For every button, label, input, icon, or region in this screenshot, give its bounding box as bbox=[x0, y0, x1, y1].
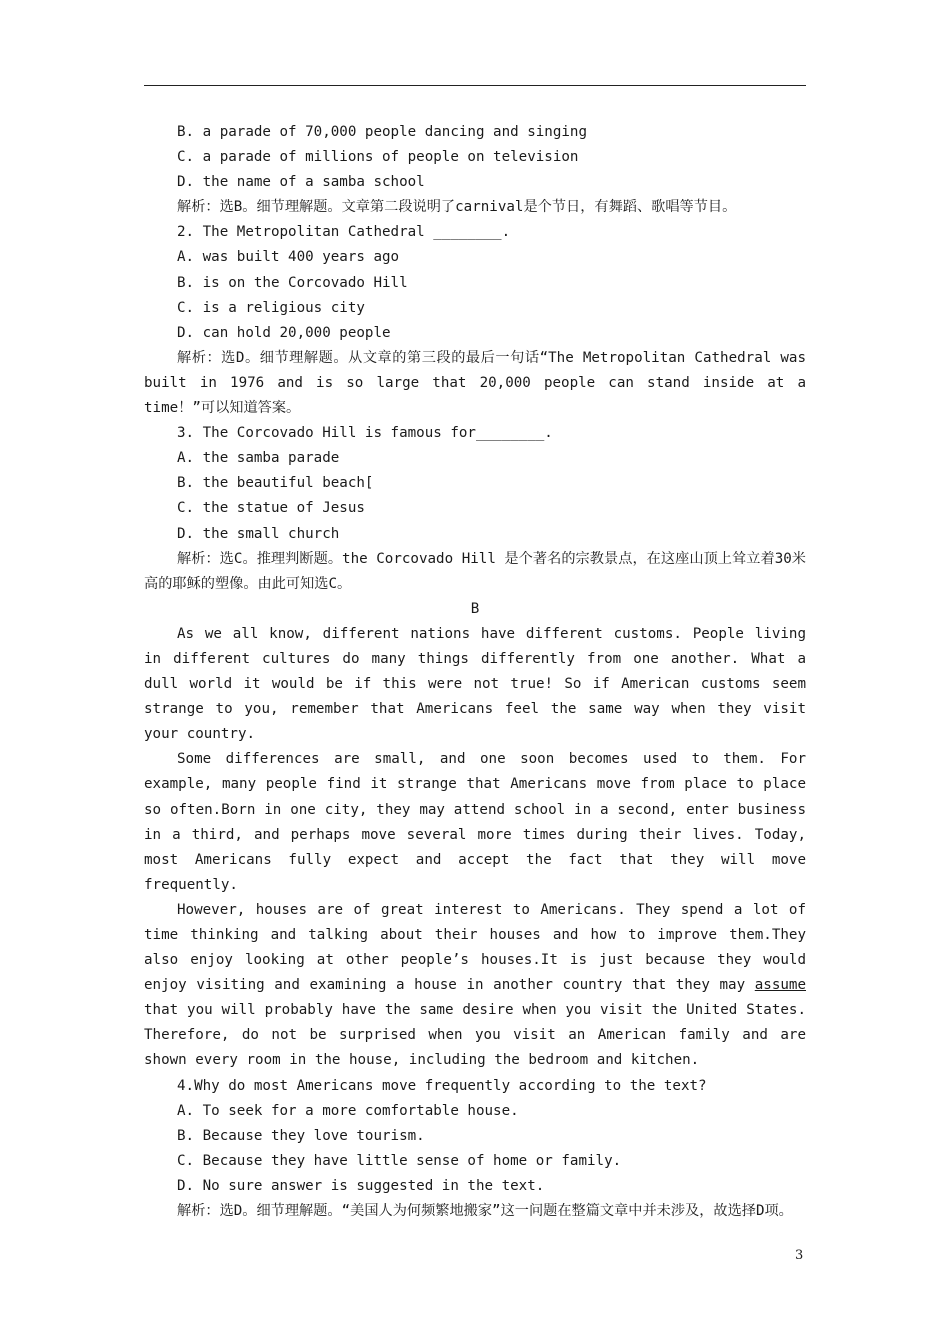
q4-option-b: B. Because they love tourism. bbox=[177, 1127, 425, 1144]
q4-option-a: A. To seek for a more comfortable house. bbox=[177, 1102, 519, 1119]
q4-analysis: 解析：选D。细节理解题。“美国人为何频繁地搬家”这一问题在整篇文章中并未涉及，故选择D项。 bbox=[177, 1203, 793, 1220]
q1-option-c: C. a parade of millions of people on television bbox=[177, 149, 579, 166]
q1-option-d: D. the name of a samba school bbox=[177, 174, 425, 191]
q2-option-a: A. was built 400 years ago bbox=[177, 249, 400, 266]
q3-option-a: A. the samba parade bbox=[177, 450, 340, 467]
q3-option-d: D. the small church bbox=[177, 525, 340, 542]
page-body bbox=[144, 120, 806, 1224]
passage-paragraph-1: As we all know, different nations have different customs. People living in different cultures do many things differently from one another. What a dull world it would be if this were not true! So if American customs seem strange to you, remember that Americans feel the same way when they visit your country. bbox=[144, 625, 806, 743]
q3-question: 3. The Corcovado Hill is famous for________. bbox=[177, 425, 553, 442]
paragraph-3-text-before: However, houses are of great interest to Americans. They spend a lot of time thinking and talking about their houses and how to improve them.They also enjoy looking at other people’s houses.It is just because they would enjoy visiting and examining a house in another country that they may bbox=[144, 901, 806, 994]
passage-paragraph-2: Some differences are small, and one soon becomes used to them. For example, many people find it strange that Americans move from place to place so often.Born in one city, they may attend school in a second, enter business in a third, and perhaps move several more times during their lives. Today, most Americans fully expect and accept the fact that they will move frequently. bbox=[144, 751, 806, 893]
section-b-label: B bbox=[470, 600, 480, 617]
q2-option-c: C. is a religious city bbox=[177, 299, 365, 316]
q1-analysis: 解析：选B。细节理解题。文章第二段说明了carnival是个节日，有舞蹈、歌唱等节目。 bbox=[177, 199, 737, 216]
q2-analysis: 解析：选D。细节理解题。从文章的第三段的最后一句话“The Metropolitan Cathedral was built in 1976 and is so large that 20,000 people can stand inside at a time！”可以知道答案。 bbox=[144, 349, 806, 417]
q2-option-d: D. can hold 20,000 people bbox=[177, 324, 391, 341]
header-rule bbox=[144, 85, 806, 86]
q2-option-b: B. is on the Corcovado Hill bbox=[177, 274, 408, 291]
underlined-word-assume: assume bbox=[754, 977, 806, 994]
paragraph-3-text-after: that you will probably have the same desire when you visit the United States. Therefore, do not be surprised when you visit an American family and are shown every room in the house, including the bedroom and kitchen. bbox=[144, 1002, 806, 1069]
passage-paragraph-3 bbox=[144, 898, 806, 1074]
q3-option-c: C. the statue of Jesus bbox=[177, 500, 365, 517]
q4-option-c: C. Because they have little sense of home or family. bbox=[177, 1152, 622, 1169]
q4-option-d: D. No sure answer is suggested in the text. bbox=[177, 1177, 545, 1194]
q1-option-b: B. a parade of 70,000 people dancing and singing bbox=[177, 124, 587, 140]
q3-analysis: 解析：选C。推理判断题。the Corcovado Hill 是个著名的宗教景点，在这座山顶上耸立着30米高的耶稣的塑像。由此可知选C。 bbox=[144, 550, 806, 592]
q2-question: 2. The Metropolitan Cathedral ________. bbox=[177, 224, 511, 241]
q4-question: 4.Why do most Americans move frequently according to the text? bbox=[177, 1077, 707, 1094]
q3-option-b: B. the beautiful beach[ bbox=[177, 475, 374, 492]
page-number: 3 bbox=[795, 1248, 804, 1263]
